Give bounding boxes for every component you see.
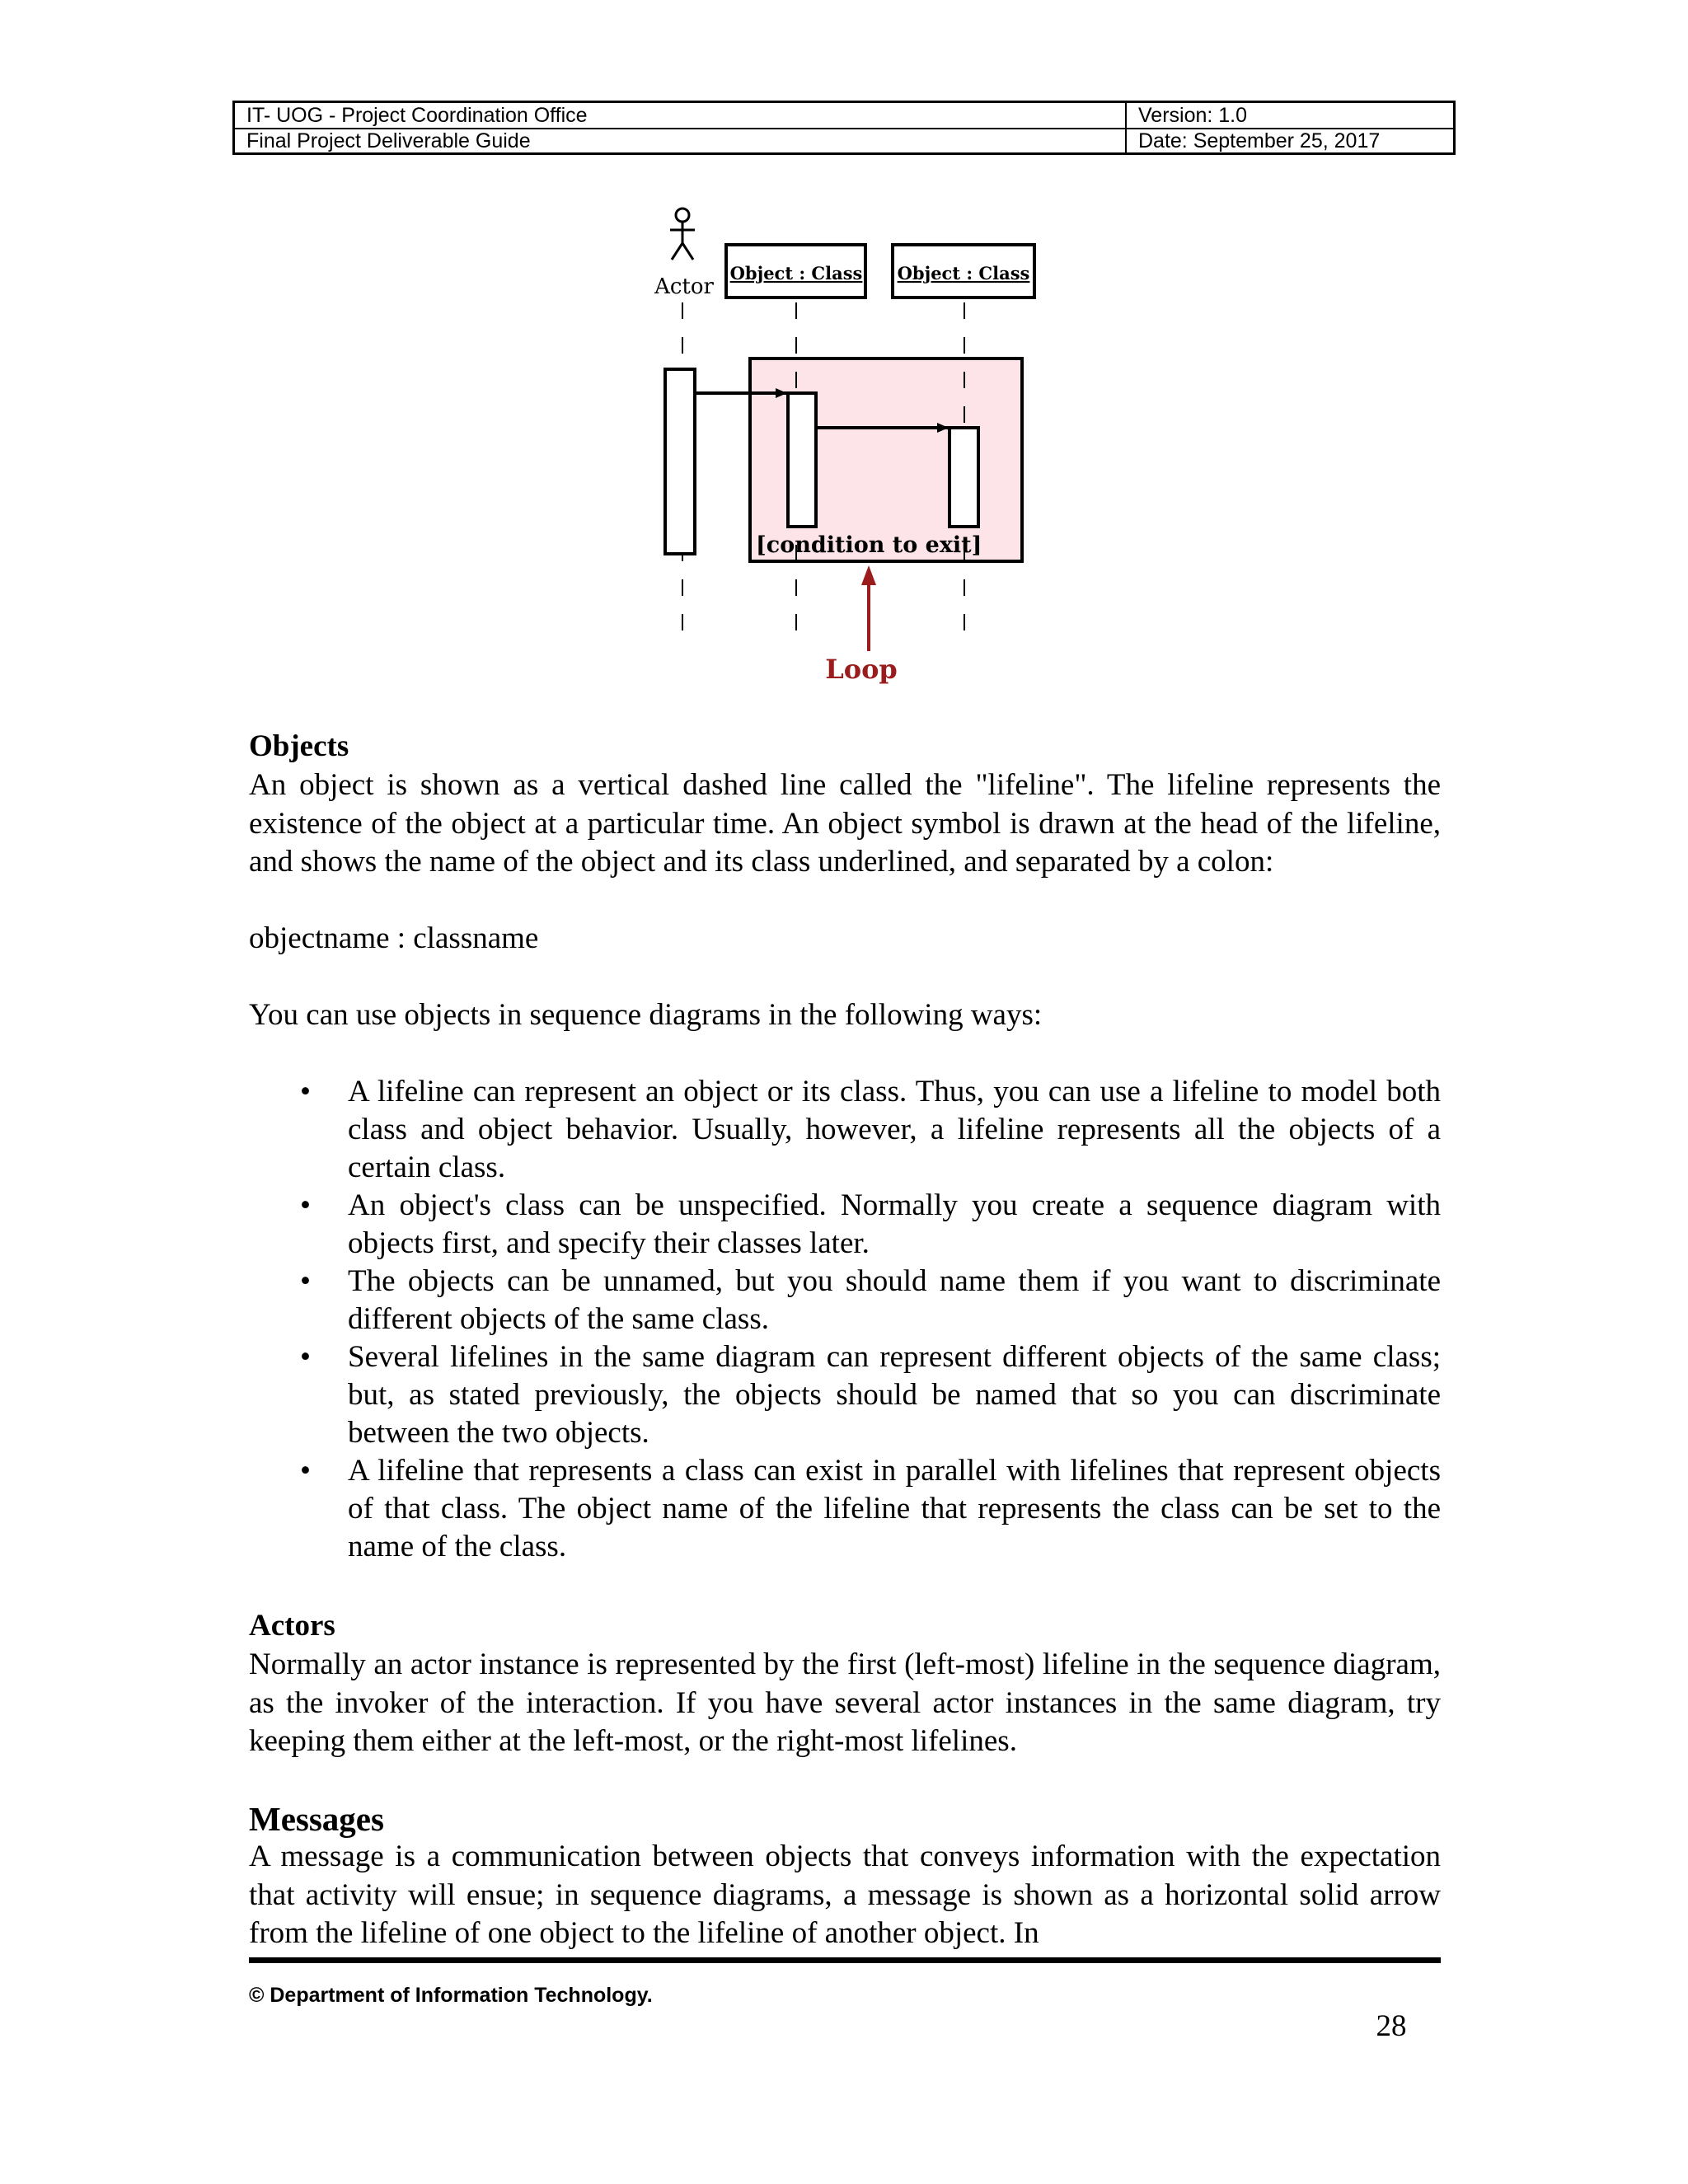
header-guide-title: Final Project Deliverable Guide	[246, 129, 531, 152]
header-row-2	[235, 129, 1453, 153]
header-row-1	[235, 103, 1453, 129]
messages-paragraph-block	[249, 1838, 1441, 1953]
bullet-dot: •	[300, 1075, 311, 1108]
objects-usage-list	[249, 1073, 1441, 1566]
footer-rule	[249, 1957, 1441, 1963]
actors-paragraph: Normally an actor instance is represented by the first (left-most) lifeline in the sequence diagram, as the invoker of the interaction. If you have several actor instances in the same diagram, try keeping them either at the left-most, or the right-most lifelines.	[249, 1647, 1441, 1758]
actor-figure	[670, 209, 695, 260]
object-syntax: objectname : classname	[249, 921, 539, 955]
list-item	[249, 1073, 1441, 1187]
objects-heading: Objects	[249, 729, 349, 763]
loop-callout-arrowhead	[861, 565, 876, 585]
list-item	[249, 1452, 1441, 1566]
list-item	[249, 1263, 1441, 1338]
object-label-2: Object : Class	[897, 263, 1030, 284]
list-item-text: Several lifelines in the same diagram can represent different objects of the same class; but, as stated previously, the objects should be named that so you can discriminate between the two objects.	[348, 1340, 1441, 1450]
list-item-text: A lifeline can represent an object or its class. Thus, you can use a lifeline to model both class and object behavior. Usually, however, a lifeline represents all the objects of a certain class.	[348, 1075, 1441, 1184]
loop-label: Loop	[825, 654, 898, 685]
bullet-dot: •	[300, 1188, 311, 1222]
object-label-1: Object : Class	[729, 263, 863, 284]
objects-paragraph: An object is shown as a vertical dashed line called the "lifeline". The lifeline represents the existence of the object at a particular time. An object symbol is drawn at the head of the lifeline, and shows the name of the object and its class underlined, and separated by a colon:	[249, 768, 1441, 879]
actors-heading: Actors	[249, 1609, 335, 1643]
list-item-text: The objects can be unnamed, but you should name them if you want to discriminate different objects of the same class.	[348, 1264, 1441, 1336]
sequence-loop-diagram	[626, 194, 1055, 705]
messages-heading: Messages	[249, 1800, 384, 1838]
page-number: 28	[1376, 2009, 1407, 2043]
list-item	[249, 1187, 1441, 1263]
header-date: Date: September 25, 2017	[1125, 129, 1466, 153]
list-item-text: An object's class can be unspecified. Normally you create a sequence diagram with objects first, and specify their classes later.	[348, 1188, 1441, 1260]
activation-bar-actor	[665, 369, 695, 554]
header-version: Version: 1.0	[1125, 103, 1466, 128]
header-office: IT- UOG - Project Coordination Office	[246, 104, 588, 127]
footer-copyright: © Department of Information Technology.	[249, 1984, 653, 2007]
bullet-dot: •	[300, 1454, 311, 1488]
bullet-dot: •	[300, 1264, 311, 1298]
objects-paragraph-block	[249, 766, 1441, 882]
list-item	[249, 1338, 1441, 1452]
bullet-dot: •	[300, 1340, 311, 1374]
actor-label: Actor	[654, 274, 714, 299]
header-table	[232, 101, 1456, 155]
activation-bar-object-1	[788, 393, 816, 527]
messages-paragraph: A message is a communication between objects that conveys information with the expectation that activity will ensue; in sequence diagrams, a message is shown as a horizontal solid arrow from the lifeline of one object to the lifeline of another object. In	[249, 1840, 1441, 1950]
activation-bar-object-2	[950, 428, 978, 527]
list-item-text: A lifeline that represents a class can exist in parallel with lifelines that represent objects of that class. The object name of the lifeline that represents the class can be set to the name of the class.	[348, 1454, 1441, 1563]
objects-usage-intro: You can use objects in sequence diagrams in the following ways:	[249, 998, 1043, 1032]
actors-paragraph-block	[249, 1646, 1441, 1761]
guard-condition: [condition to exit]	[756, 532, 982, 558]
